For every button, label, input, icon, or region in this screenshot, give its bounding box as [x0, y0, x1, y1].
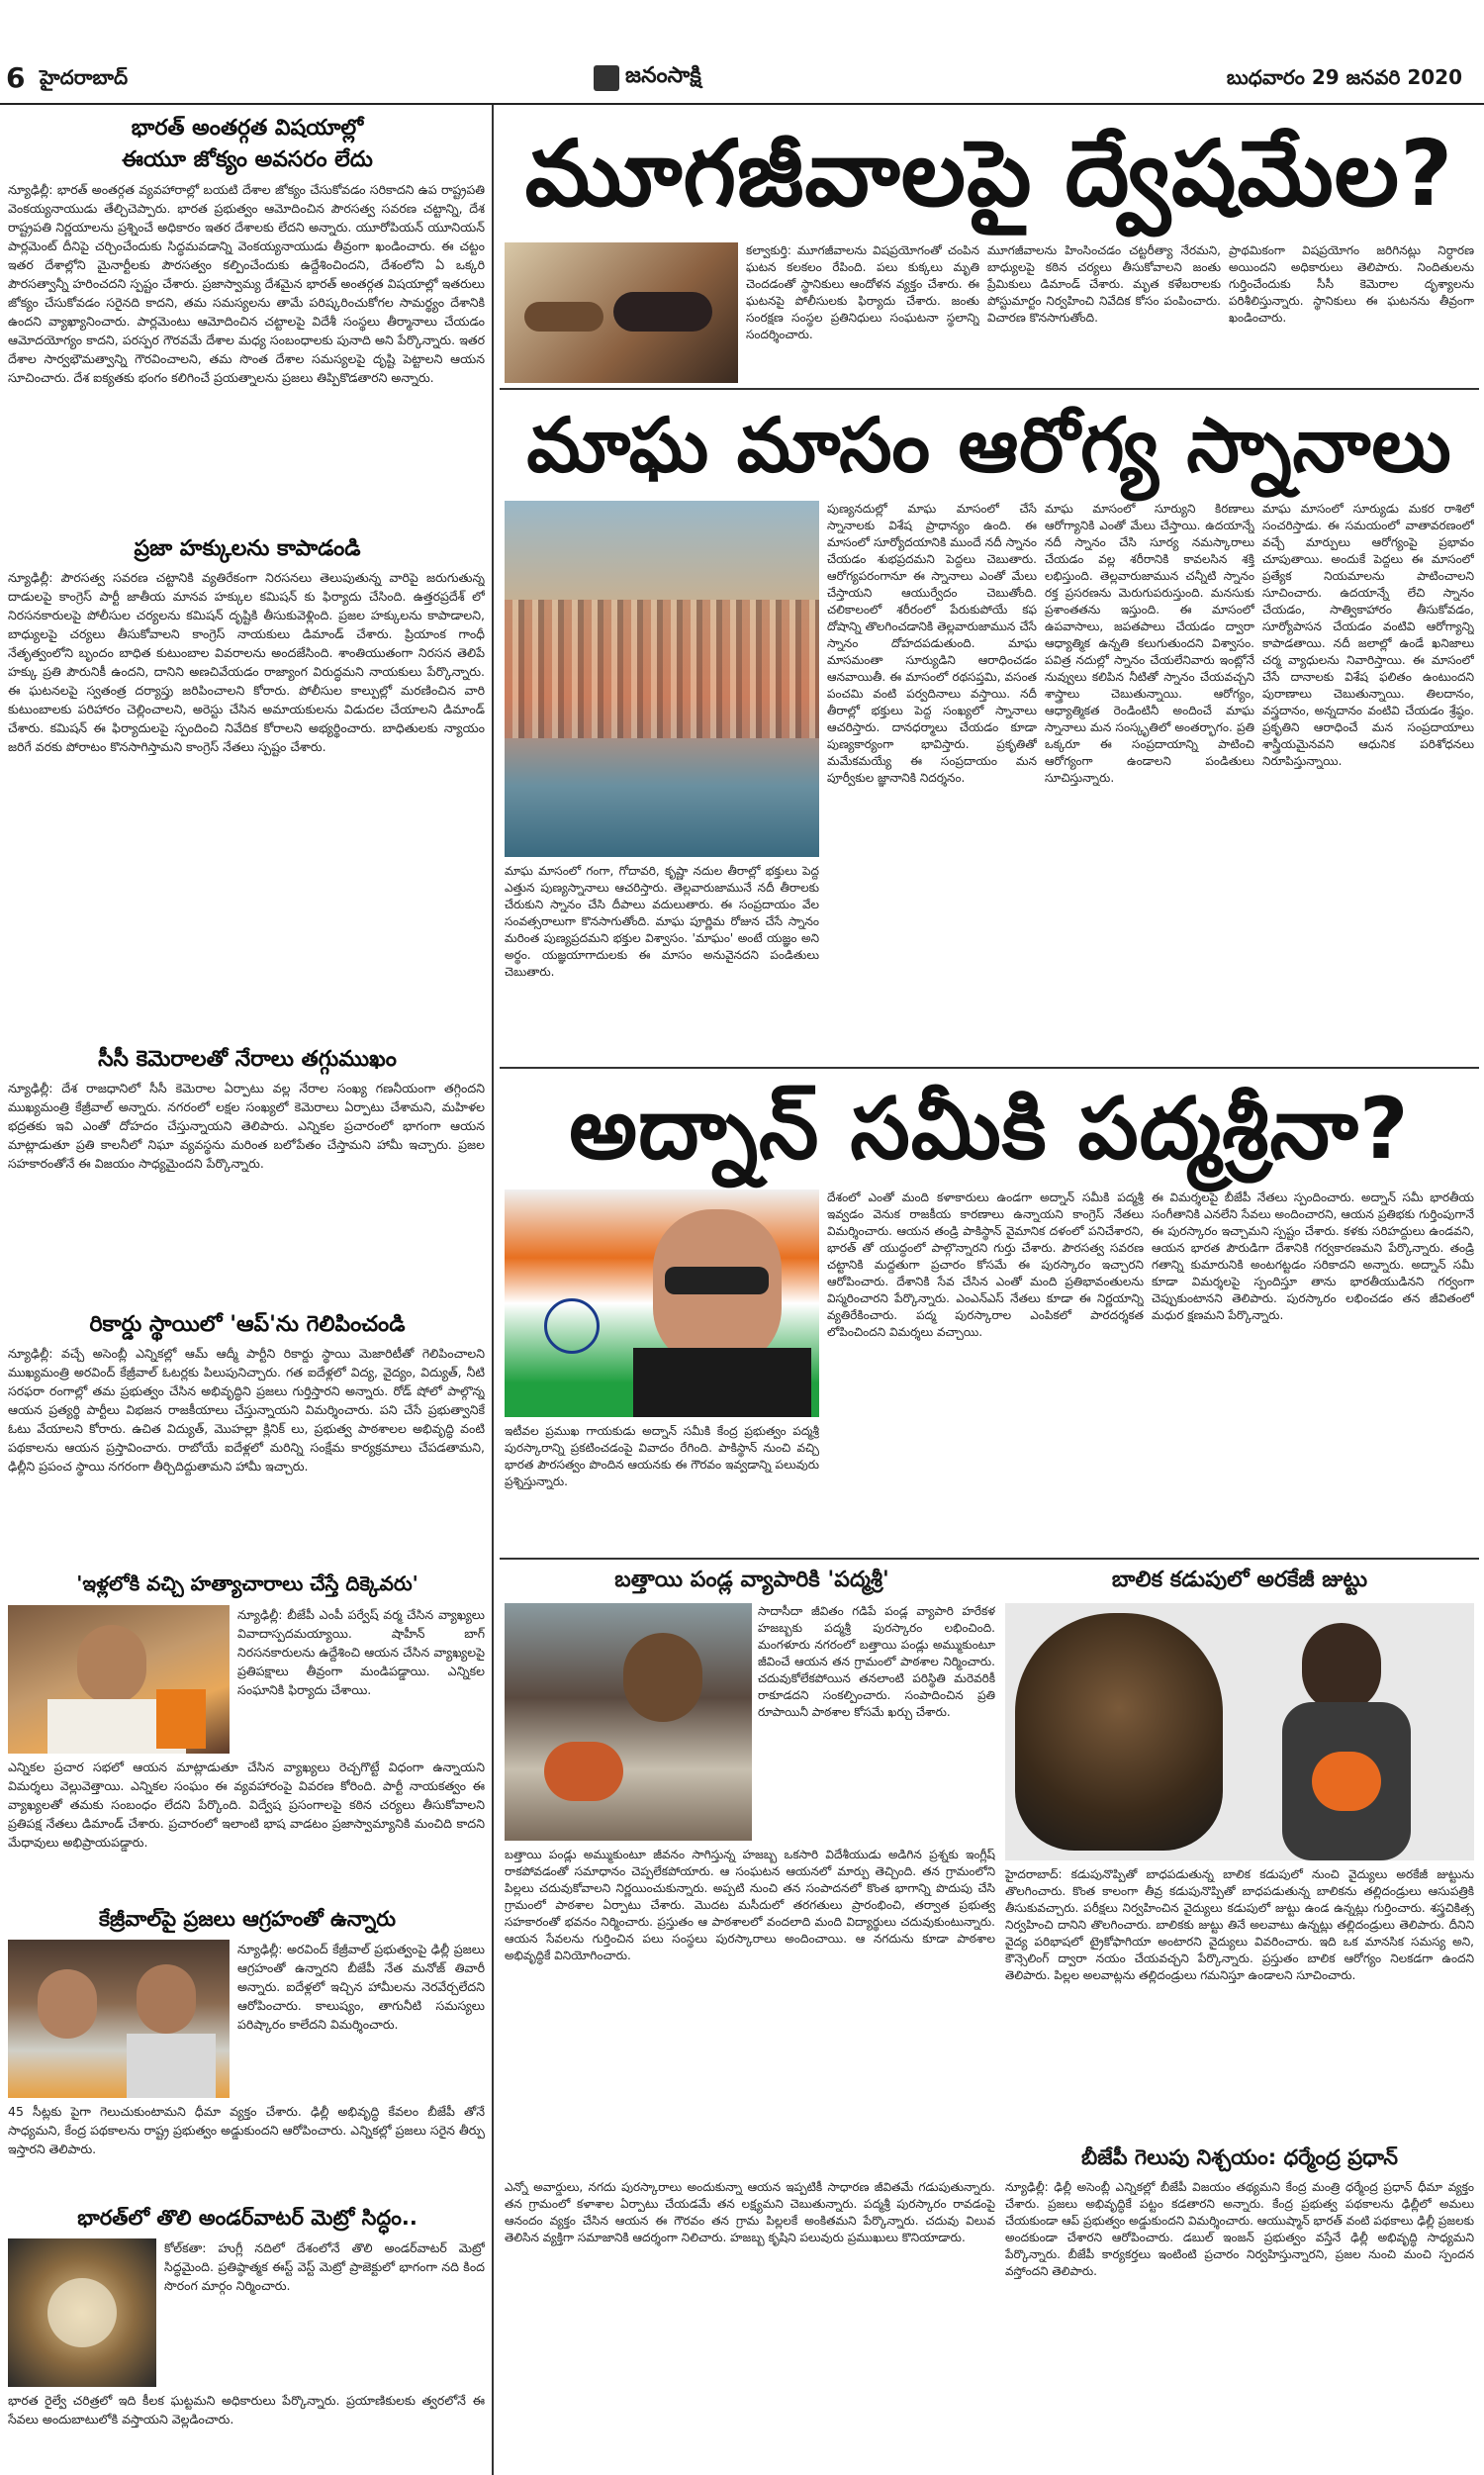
headline-eu: భారత్ అంతర్గత విషయాల్లో ఈయూ జోక్యం అవసరం లేదు [122, 116, 373, 172]
paper-name: జనంసాక్షి [625, 63, 701, 88]
issue-date: బుధవారం 29 జనవరి 2020 [1226, 65, 1462, 89]
adnan-col2: దేశంలో ఎంతో మంది కళాకారులు ఉండగా అద్నాన్ సమీకి పద్మశ్రీ ఇవ్వడం వెనుక రాజకీయ కారణాలు ఉన్నాయని కాంగ్రెస్ నేతలు విమర్శించారు. ఆయన తండ్రి పాకిస్థాన్ వైమానిక దళంలో పనిచేశారని, భారత్ తో యుద్ధంలో పాల్గొన్నారని గుర్తు చేశారు. పౌరసత్వ సవరణ చట్టానికి మద్దతుగా ప్రచారం కోసమే ఈ పురస్కారం ఇచ్చారని ఆరోపించారు. దేశానికి సేవ చేసిన ఎంతో మంది ప్రతిభావంతులను విస్మరించారని పేర్కొన్నారు. ఎంఎన్ఎస్ నేతలు కూడా ఈ నిర్ణయాన్ని వ్యతిరేకించారు. పద్మ పురస్కారాల ఎంపికలో పారదర్శకత లోపించిందని విమర్శలు వచ్చాయి. [827, 1190, 1144, 1339]
article-metro-side: కోల్‌కతా: హుగ్లీ నదిలో దేశంలోనే తొలి అండర్‌వాటర్ మెట్రో సిద్ధమైంది. ప్రతిష్ఠాత్మక ఈస్ట్ వెస్ట్ మెట్రో ప్రాజెక్టులో భాగంగా నది కింద సొరంగ మార్గం నిర్మించారు. [164, 2240, 485, 2293]
bathing-photo [505, 501, 819, 857]
headline-animals: మూగజీవాలపై ద్వేషమేల? [524, 121, 1454, 227]
tunnel-photo [8, 2238, 156, 2387]
hajabba-col2: సాదాసీదా జీవితం గడిపే పండ్ల వ్యాపారి హరేకళ హజబ్బకు పద్మశ్రీ పురస్కారం లభించింది. మంగళూరు నగరంలో బత్తాయి పండ్లు అమ్ముకుంటూ జీవించే ఆయన తన గ్రామంలో పాఠశాల నిర్మించారు. చదువుకోలేకపోయిన తనలాంటి పరిస్థితి మరెవరికీ రాకూడదని సంకల్పించారు. సంపాదించిన ప్రతి రూపాయినీ పాఠశాల కోసమే ఖర్చు చేశారు. [758, 1604, 995, 1719]
hajabba-photo [505, 1603, 752, 1841]
magha-col4: మాఘ మాసంలో సూర్యుడు మకర రాశిలో సంచరిస్తాడు. ఈ సమయంలో వాతావరణంలో వచ్చే మార్పులు ఆరోగ్యంపై ప్రభావం చూపుతాయి. అందుకే పెద్దలు ఈ మాసంలో ప్రత్యేక నియమాలను పాటించాలని సూచించారు. ఉదయాన్నే లేచి స్నానం చేయడం, సాత్వికాహారం తీసుకోవడం, సూర్యోపాసన చేయడం వంటివి ఆరోగ్యాన్ని కాపాడతాయి. నదీ జలాల్లో ఉండే ఖనిజాలు చర్మ వ్యాధులను నివారిస్తాయి. ఈ మాసంలో చేసే దానాలకు విశేష ఫలితం ఉంటుందని పురాణాలు చెబుతున్నాయి. తిలదానం, వస్త్రదానం, అన్నదానం వంటివి చేయడం శ్రేష్ఠం. ప్రకృతిని ఆరాధించే మన సంప్రదాయాలు శాస్త్రీయమైనవని ఆధునిక పరిశోధనలు నిరూపిస్తున్నాయి. [1262, 502, 1474, 768]
headline-adnan: అద్నాన్ సమీకి పద్మశ్రీనా? [569, 1080, 1410, 1179]
divider [500, 1067, 1479, 1069]
adnan-col3: ఈ విమర్శలపై బీజేపీ నేతలు స్పందించారు. అద్నాన్ సమీ భారతీయ సంగీతానికి ఎనలేని సేవలు అందించారని, ఆయన ప్రతిభకు గుర్తింపుగానే ఈ పురస్కారం ఇచ్చామని స్పష్టం చేశారు. కళకు సరిహద్దులు ఉండవని, ఆయన భారత పౌరుడిగా దేశానికి గర్వకారణమని పేర్కొన్నారు. తండ్రి గతాన్ని కుమారునికి అంటగట్టడం సరికాదని అన్నారు. అద్నాన్ సమీ కూడా విమర్శలపై స్పందిస్తూ తాను భారతీయుడినని గర్వంగా చెప్పుకుంటానని తెలిపారు. పురస్కారం లభించడం తన జీవితంలో మధుర క్షణమని పేర్కొన్నారు. [1152, 1190, 1474, 1322]
politician-photo [8, 1605, 230, 1754]
magha-col3: మాఘ మాసంలో సూర్యుని కిరణాలు ఆరోగ్యానికి ఎంతో మేలు చేస్తాయి. ఉదయాన్నే నదీ స్నానం చేసి సూర్య నమస్కారాలు చేయడం వల్ల శరీరానికి కావలసిన శక్తి లభిస్తుంది. తెల్లవారుజామున చన్నీటి స్నానం రక్త ప్రసరణను మెరుగుపరుస్తుంది. మనసుకు ప్రశాంతతను ఇస్తుంది. ఈ మాసంలో ఉపవాసాలు, జపతపాలు చేయడం ద్వారా ఆధ్యాత్మిక ఉన్నతి కలుగుతుందని విశ్వాసం. పవిత్ర నదుల్లో స్నానం చేయలేనివారు ఇంట్లోనే నువ్వులు కలిపిన నీటితో స్నానం చేయవచ్చని శాస్త్రాలు చెబుతున్నాయి. ఆరోగ్యం, ఆధ్యాత్మికత రెండింటినీ అందించే మాఘ స్నానాలు మన సంస్కృతిలో అంతర్భాగం. ప్రతి ఒక్కరూ ఈ సంప్రదాయాన్ని పాటించి ఆరోగ్యంగా ఉండాలని పండితులు సూచిస్తున్నారు. [1045, 502, 1254, 785]
headline-violence: 'ఇళ్లలోకి వచ్చి హత్యాచారాలు చేస్తే దిక్కెవరు' [76, 1571, 418, 1595]
hajabba-body: బత్తాయి పండ్లు అమ్ముకుంటూ జీవనం సాగిస్తున్న హజబ్బ ఒకసారి విదేశీయుడు అడిగిన ప్రశ్నకు ఇంగ్లీష్ రాకపోవడంతో సమాధానం చెప్పలేకపోయారు. ఆ సంఘటన ఆయనలో మార్పు తెచ్చింది. తన గ్రామంలోని పిల్లలు చదువుకోవాలని నిర్ణయించుకున్నారు. అప్పటి నుంచి తన సంపాదనలో కొంత భాగాన్ని పొదుపు చేసి గ్రామంలో పాఠశాల ఏర్పాటు చేశారు. మొదట మసీదులో తరగతులు ప్రారంభించి, తర్వాత ప్రభుత్వ సహకారంతో భవనం నిర్మించారు. ప్రస్తుతం ఆ పాఠశాలలో వందలాది మంది విద్యార్థులు చదువుకుంటున్నారు. ఆయన సేవలను గుర్తించిన పలు సంస్థలు పురస్కారాలు అందించాయి. ఆ నగదును కూడా పాఠశాల అభివృద్ధికే వినియోగించారు. [505, 1848, 995, 1962]
adnan-caption: ఇటీవల ప్రముఖ గాయకుడు అద్నాన్ సమీకి కేంద్ర ప్రభుత్వం పద్మశ్రీ పురస్కారాన్ని ప్రకటించడంపై వివాదం రేగింది. పాకిస్థాన్ నుంచి వచ్చి భారత పౌరసత్వం పొందిన ఆయనకు ఈ గౌరవం ఇవ్వడాన్ని పలువురు ప్రశ్నిస్తున్నారు. [505, 1424, 819, 1488]
kejriwal-photo [8, 1940, 230, 2098]
article-kejriwal-side: న్యూఢిల్లీ: అరవింద్ కేజ్రీవాల్ ప్రభుత్వంపై ఢిల్లీ ప్రజలు ఆగ్రహంతో ఉన్నారని బీజేపీ నేత మనోజ్ తివారీ అన్నారు. ఐదేళ్లలో ఇచ్చిన హామీలను నెరవేర్చలేదని ఆరోపించారు. కాలుష్యం, తాగునీటి సమస్యలు పరిష్కారం కాలేదని విమర్శించారు. [237, 1942, 485, 2032]
article-kejriwal-body: 45 సీట్లకు పైగా గెలుచుకుంటామని ధీమా వ్యక్తం చేశారు. ఢిల్లీ అభివృద్ధి కేవలం బీజేపీ తోనే సాధ్యమని, కేంద్ర పథకాలను రాష్ట్ర ప్రభుత్వం అడ్డుకుందని ఆరోపించారు. ఎన్నికల్లో ప్రజలు సరైన తీర్పు ఇస్తారని తెలిపారు. [8, 2104, 485, 2156]
adnan-photo [505, 1190, 819, 1417]
headline-pradhan: బీజేపీ గెలుపు నిశ్చయం: ధర్మేంద్ర ప్రధాన్ [1081, 2145, 1398, 2169]
headline-aap: రికార్డు స్థాయిలో 'ఆప్'ను గెలిపించండి [89, 1312, 406, 1337]
girl-body: హైదరాబాద్: కడుపునొప్పితో బాధపడుతున్న బాలిక కడుపులో నుంచి వైద్యులు అరకేజీ జుట్టును తొలగించారు. కొంత కాలంగా తీవ్ర కడుపునొప్పితో బాధపడుతున్న బాలికను తల్లిదండ్రులు ఆసుపత్రికి తీసుకువచ్చారు. పరీక్షలు నిర్వహించిన వైద్యులు కడుపులో జుట్టు ఉండ ఉన్నట్లు గుర్తించారు. శస్త్రచికిత్స నిర్వహించి దానిని తొలగించారు. బాలికకు జుట్టు తినే అలవాటు ఉన్నట్లు తల్లిదండ్రులు తెలిపారు. దీనిని వైద్య పరిభాషలో ట్రైకోఫాగియా అంటారని వైద్యులు వివరించారు. ఇది ఒక మానసిక సమస్య అని, కౌన్సెలింగ్ ద్వారా నయం చేయవచ్చని పేర్కొన్నారు. ప్రస్తుతం బాలిక ఆరోగ్యం నిలకడగా ఉందని తెలిపారు. పిల్లల అలవాట్లను తల్లిదండ్రులు గమనిస్తూ ఉండాలని సూచించారు. [1005, 1867, 1474, 1982]
article-metro-body: భారత రైల్వే చరిత్రలో ఇది కీలక ఘట్టమని అధికారులు పేర్కొన్నారు. ప్రయాణికులకు త్వరలోనే ఈ సేవలు అందుబాటులోకి వస్తాయని వెల్లడించారు. [8, 2393, 485, 2427]
article-aap-body: న్యూఢిల్లీ: వచ్చే అసెంబ్లీ ఎన్నికల్లో ఆమ్ ఆద్మీ పార్టీని రికార్డు స్థాయి మెజారిటీతో గెలిపించాలని ముఖ్యమంత్రి అరవింద్ కేజ్రీవాల్ ఓటర్లకు పిలుపునిచ్చారు. గత ఐదేళ్లలో విద్య, వైద్యం, విద్యుత్, నీటి సరఫరా రంగాల్లో తమ ప్రభుత్వం చేసిన అభివృద్ధిని ప్రజలు గుర్తిస్తారని అన్నారు. రోడ్ షోలో పాల్గొన్న ఆయన ప్రత్యర్థి పార్టీలు విభజన రాజకీయాలు చేస్తున్నాయని విమర్శించారు. పని చేసే ప్రభుత్వానికే ఓటు వేయాలని కోరారు. ఉచిత విద్యుత్, మొహల్లా క్లినిక్ లు, ప్రభుత్వ పాఠశాలల అభివృద్ధి వంటి పథకాలను ఆయన ప్రస్తావించారు. రాబోయే ఐదేళ్లలో మరిన్ని సంక్షేమ కార్యక్రమాలు చేపడతామని, ఢిల్లీని ప్రపంచ స్థాయి నగరంగా తీర్చిదిద్దుతామని హామీ ఇచ్చారు. [8, 1346, 485, 1474]
headline-magha: మాఘ మాసం ఆరోగ్య స్నానాలు [526, 401, 1452, 489]
logo-mark-icon [594, 65, 619, 91]
pradhan-body: న్యూఢిల్లీ: ఢిల్లీ అసెంబ్లీ ఎన్నికల్లో బీజేపీ విజయం తథ్యమని కేంద్ర మంత్రి ధర్మేంద్ర ప్రధాన్ ధీమా వ్యక్తం చేశారు. ప్రజలు అభివృద్ధికే పట్టం కడతారని అన్నారు. కేంద్ర ప్రభుత్వ పథకాలను ఢిల్లీలో అమలు చేయకుండా ఆప్ ప్రభుత్వం అడ్డుకుందని విమర్శించారు. ఆయుష్మాన్ భారత్ వంటి పథకాలు ఢిల్లీ ప్రజలకు అందకుండా చేశారని ఆరోపించారు. డబుల్ ఇంజన్ ప్రభుత్వం వస్తేనే ఢిల్లీ అభివృద్ధి సాధ్యమని పేర్కొన్నారు. బీజేపీ కార్యకర్తలు ఇంటింటి ప్రచారం నిర్వహిస్తున్నారని, ప్రజల నుంచి మంచి స్పందన వస్తోందని తెలిపారు. [1005, 2180, 1474, 2278]
headline-girl: బాలిక కడుపులో అరకేజీ జుట్టు [1111, 1568, 1368, 1592]
headline-hajabba: బత్తాయి పండ్ల వ్యాపారికి 'పద్మశ్రీ' [614, 1568, 889, 1592]
column-divider [492, 105, 494, 2475]
divider [500, 1558, 1479, 1560]
animals-col3: ప్రాథమికంగా విషప్రయోగం జరిగినట్లు నిర్ధారణ అయిందని అధికారులు తెలిపారు. నిందితులను గుర్తించేందుకు సీసీ కెమెరాల దృశ్యాలను పరిశీలిస్తున్నారు. స్థానికులు ఈ ఘటనను తీవ్రంగా ఖండించారు. [1229, 243, 1474, 325]
magha-col1: మాఘ మాసంలో గంగా, గోదావరి, కృష్ణా నదుల తీరాల్లో భక్తులు పెద్ద ఎత్తున పుణ్యస్నానాలు ఆచరిస్తారు. తెల్లవారుజామునే నదీ తీరాలకు చేరుకుని స్నానం చేసి దీపాలు వదులుతారు. ఈ సంప్రదాయం వేల సంవత్సరాలుగా కొనసాగుతోంది. మాఘ పూర్ణిమ రోజున చేసే స్నానం మరింత పుణ్యప్రదమని భక్తుల విశ్వాసం. 'మాఘం' అంటే యజ్ఞం అని అర్థం. యజ్ఞయాగాదులకు ఈ మాసం అనువైనదని పండితులు చెబుతారు. [505, 864, 819, 979]
article-cctv-body: న్యూఢిల్లీ: దేశ రాజధానిలో సీసీ కెమెరాల ఏర్పాటు వల్ల నేరాల సంఖ్య గణనీయంగా తగ్గిందని ముఖ్యమంత్రి కేజ్రీవాల్ అన్నారు. నగరంలో లక్షల సంఖ్యలో కెమెరాలు ఏర్పాటు చేశామని, మహిళల భద్రతకు ఇవి ఎంతో దోహదం చేస్తున్నాయని తెలిపారు. ఎన్నికల ప్రచారంలో భాగంగా ఆయన మాట్లాడుతూ ప్రతి కాలనీలో నిఘా వ్యవస్థను మరింత బలోపేతం చేస్తామని హామీ ఇచ్చారు. ప్రజల సహకారంతోనే ఈ విజయం సాధ్యమైందని పేర్కొన్నారు. [8, 1081, 485, 1171]
article-violence-body: ఎన్నికల ప్రచార సభలో ఆయన మాట్లాడుతూ చేసిన వ్యాఖ్యలు రెచ్చగొట్టే విధంగా ఉన్నాయని విమర్శలు వెల్లువెత్తాయి. ఎన్నికల సంఘం ఈ వ్యవహారంపై వివరణ కోరింది. పార్టీ నాయకత్వం ఈ వ్యాఖ్యలతో తమకు సంబంధం లేదని పేర్కొంది. విద్వేష ప్రసంగాలపై కఠిన చర్యలు తీసుకోవాలని ప్రతిపక్ష నేతలు డిమాండ్ చేశారు. ప్రచారంలో ఇలాంటి భాష వాడటం ప్రజాస్వామ్యానికి మంచిది కాదని మేధావులు అభిప్రాయపడ్డారు. [8, 1760, 485, 1850]
masthead [0, 0, 1484, 105]
animals-photo [505, 242, 738, 383]
animals-col1: కల్వాకుర్తి: మూగజీవాలను విషప్రయోగంతో చంపిన ఘటన కలకలం రేపింది. పలు కుక్కలు మృతి చెందడంతో స్థానికులు ఆందోళన వ్యక్తం చేశారు. ఈ ఘటనపై పోలీసులకు ఫిర్యాదు చేశారు. జంతు సంరక్షణ సంస్థల ప్రతినిధులు సంఘటనా స్థలాన్ని సందర్శించారు. [746, 243, 979, 341]
paper-logo [594, 63, 742, 93]
magha-col2: పుణ్యనదుల్లో మాఘ మాసంలో చేసే స్నానాలకు విశేష ప్రాధాన్యం ఉంది. ఈ మాసంలో సూర్యోదయానికి ముందే నదీ స్నానం చేయడం శుభప్రదమని పెద్దలు చెబుతారు. ఆరోగ్యపరంగానూ ఈ స్నానాలు ఎంతో మేలు చేస్తాయని ఆయుర్వేదం చెబుతోంది. చలికాలంలో శరీరంలో పేరుకుపోయే కఫ దోషాన్ని తొలగించడానికి తెల్లవారుజామున చేసే స్నానం దోహదపడుతుంది. మాఘ మాసమంతా సూర్యుడిని ఆరాధించడం ఆనవాయితీ. ఈ మాసంలో రథసప్తమి, వసంత పంచమి వంటి పర్వదినాలు వస్తాయి. నదీ తీరాల్లో భక్తులు పెద్ద సంఖ్యలో స్నానాలు ఆచరిస్తారు. దానధర్మాలు చేయడం కూడా పుణ్యకార్యంగా భావిస్తారు. ప్రకృతితో మమేకమయ్యే ఈ సంప్రదాయం మన పూర్వీకుల జ్ఞానానికి నిదర్శనం. [827, 502, 1037, 785]
girl-photo [1005, 1603, 1474, 1860]
headline-rights: ప్రజా హక్కులను కాపాడండి [134, 536, 361, 561]
headline-metro: భారత్‌లో తొలి అండర్‌వాటర్ మెట్రో సిద్ధం.. [77, 2206, 417, 2230]
hajabba-body2: ఎన్నో అవార్డులు, నగదు పురస్కారాలు అందుకున్నా ఆయన ఇప్పటికీ సాధారణ జీవితమే గడుపుతున్నారు. తన గ్రామంలో కళాశాల ఏర్పాటు చేయడమే తన లక్ష్యమని చెబుతున్నారు. పద్మశ్రీ పురస్కారం రావడంపై ఆనందం వ్యక్తం చేసిన ఆయన ఈ గౌరవం తన గ్రామ పిల్లలకే అంకితమని పేర్కొన్నారు. చదువు విలువ తెలిసిన వ్యక్తిగా సమాజానికి ఆదర్శంగా నిలిచారు. హజబ్బ కృషిని పలువురు ప్రముఖులు కొనియాడారు. [505, 2180, 995, 2244]
article-eu-body: న్యూఢిల్లీ: భారత్ అంతర్గత వ్యవహారాల్లో బయటి దేశాల జోక్యం చేసుకోవడం సరికాదని ఉప రాష్ట్రపతి వెంకయ్యనాయుడు తేల్చిచెప్పారు. భారత ప్రభుత్వం ఆమోదించిన పౌరసత్వ సవరణ చట్టాన్ని, దేశ రాష్ట్రపతి నిర్ణయాలను ప్రశ్నించే అధికారం ఇతర దేశాలకు లేదని అన్నారు. యూరోపియన్ యూనియన్ పార్లమెంట్ దీనిపై చర్చించేందుకు సిద్ధమవడాన్ని వెంకయ్యనాయుడు తీవ్రంగా ఖండించారు. ఈ చట్టం ఇతర దేశాల్లోని మైనార్టీలకు పౌరసత్వం కల్పించేందుకు ఉద్దేశించిందని, దేశంలోని ఏ ఒక్కరి పౌరసత్వాన్నీ హరించదని స్పష్టం చేశారు. ప్రజాస్వామ్య దేశమైన భారత్ అంతర్గత విషయాల్లో ఇతరులు జోక్యం చేసుకోవడం సరైనది కాదని, తమ సమస్యలను తామే పరిష్కరించుకోగల సామర్థ్యం దేశానికి ఉందని వ్యాఖ్యానించారు. పార్లమెంటు ఆమోదించిన చట్టాలపై విదేశీ సంస్థలు తీర్మానాలు చేయడం ఆమోదయోగ్యం కాదని, పరస్పర గౌరవమే దేశాల మధ్య సంబంధాలకు పునాది అని పేర్కొన్నారు. ఇతర దేశాల సార్వభౌమత్వాన్ని గౌరవించాలని, తమ సొంత దేశాల సమస్యలపై దృష్టి పెట్టాలని ఆయన సూచించారు. దేశ ఐక్యతకు భంగం కలిగించే ప్రయత్నాలను ప్రజలు తిప్పికొడతారని అన్నారు. [8, 182, 485, 385]
article-violence-side: న్యూఢిల్లీ: బీజేపీ ఎంపీ పర్వేష్ వర్మ చేసిన వ్యాఖ్యలు వివాదాస్పదమయ్యాయి. షాహీన్ బాగ్ నిరసనకారులను ఉద్దేశించి ఆయన చేసిన వ్యాఖ్యలపై ప్రతిపక్షాలు తీవ్రంగా మండిపడ్డాయి. ఎన్నికల సంఘానికి ఫిర్యాదు చేశాయి. [237, 1607, 485, 1697]
article-rights-body: న్యూఢిల్లీ: పౌరసత్వ సవరణ చట్టానికి వ్యతిరేకంగా నిరసనలు తెలుపుతున్న వారిపై జరుగుతున్న దాడులపై కాంగ్రెస్ పార్టీ జాతీయ మానవ హక్కుల కమిషన్ కు ఫిర్యాదు చేసింది. ఉత్తరప్రదేశ్ లో నిరసనకారులపై పోలీసుల చర్యలను కమిషన్ దృష్టికి తీసుకువెళ్లింది. ప్రజల హక్కులను కాపాడాలని, బాధ్యులపై చర్యలు తీసుకోవాలని కాంగ్రెస్ నాయకులు డిమాండ్ చేశారు. ప్రియాంక గాంధీ నేతృత్వంలోని బృందం బాధిత కుటుంబాల వివరాలను అందజేసింది. శాంతియుతంగా నిరసన తెలిపే హక్కు ప్రతి పౌరునికీ ఉందని, దానిని అణచివేయడం రాజ్యాంగ విరుద్ధమని నాయకులు పేర్కొన్నారు. ఈ ఘటనలపై స్వతంత్ర దర్యాప్తు జరిపించాలని కోరారు. పోలీసుల కాల్పుల్లో మరణించిన వారి కుటుంబాలకు పరిహారం చెల్లించాలని, అరెస్టు చేసిన అమాయకులను విడుదల చేయాలని డిమాండ్ చేశారు. కమిషన్ ఈ ఫిర్యాదులపై స్పందించి నివేదిక కోరాలని అభ్యర్థించారు. బాధితులకు న్యాయం జరిగే వరకు పోరాటం కొనసాగిస్తామని కాంగ్రెస్ నేతలు స్పష్టం చేశారు. [8, 570, 485, 754]
edition-city: హైదరాబాద్ [40, 65, 129, 89]
animals-col2: మూగజీవాలను హింసించడం చట్టరీత్యా నేరమని, బాధ్యులపై కఠిన చర్యలు తీసుకోవాలని జంతు ప్రేమికులు డిమాండ్ చేశారు. మృత కళేబరాలకు పోస్టుమార్టం నిర్వహించి నివేదిక కోసం పంపించారు. విచారణ కొనసాగుతోంది. [987, 243, 1221, 325]
headline-cctv: సీసీ కెమెరాలతో నేరాలు తగ్గుముఖం [98, 1047, 397, 1072]
page-number: 6 [6, 61, 26, 94]
headline-kejriwal-anger: కేజ్రీవాల్‌పై ప్రజలు ఆగ్రహంతో ఉన్నారు [98, 1907, 397, 1931]
divider [500, 388, 1479, 390]
